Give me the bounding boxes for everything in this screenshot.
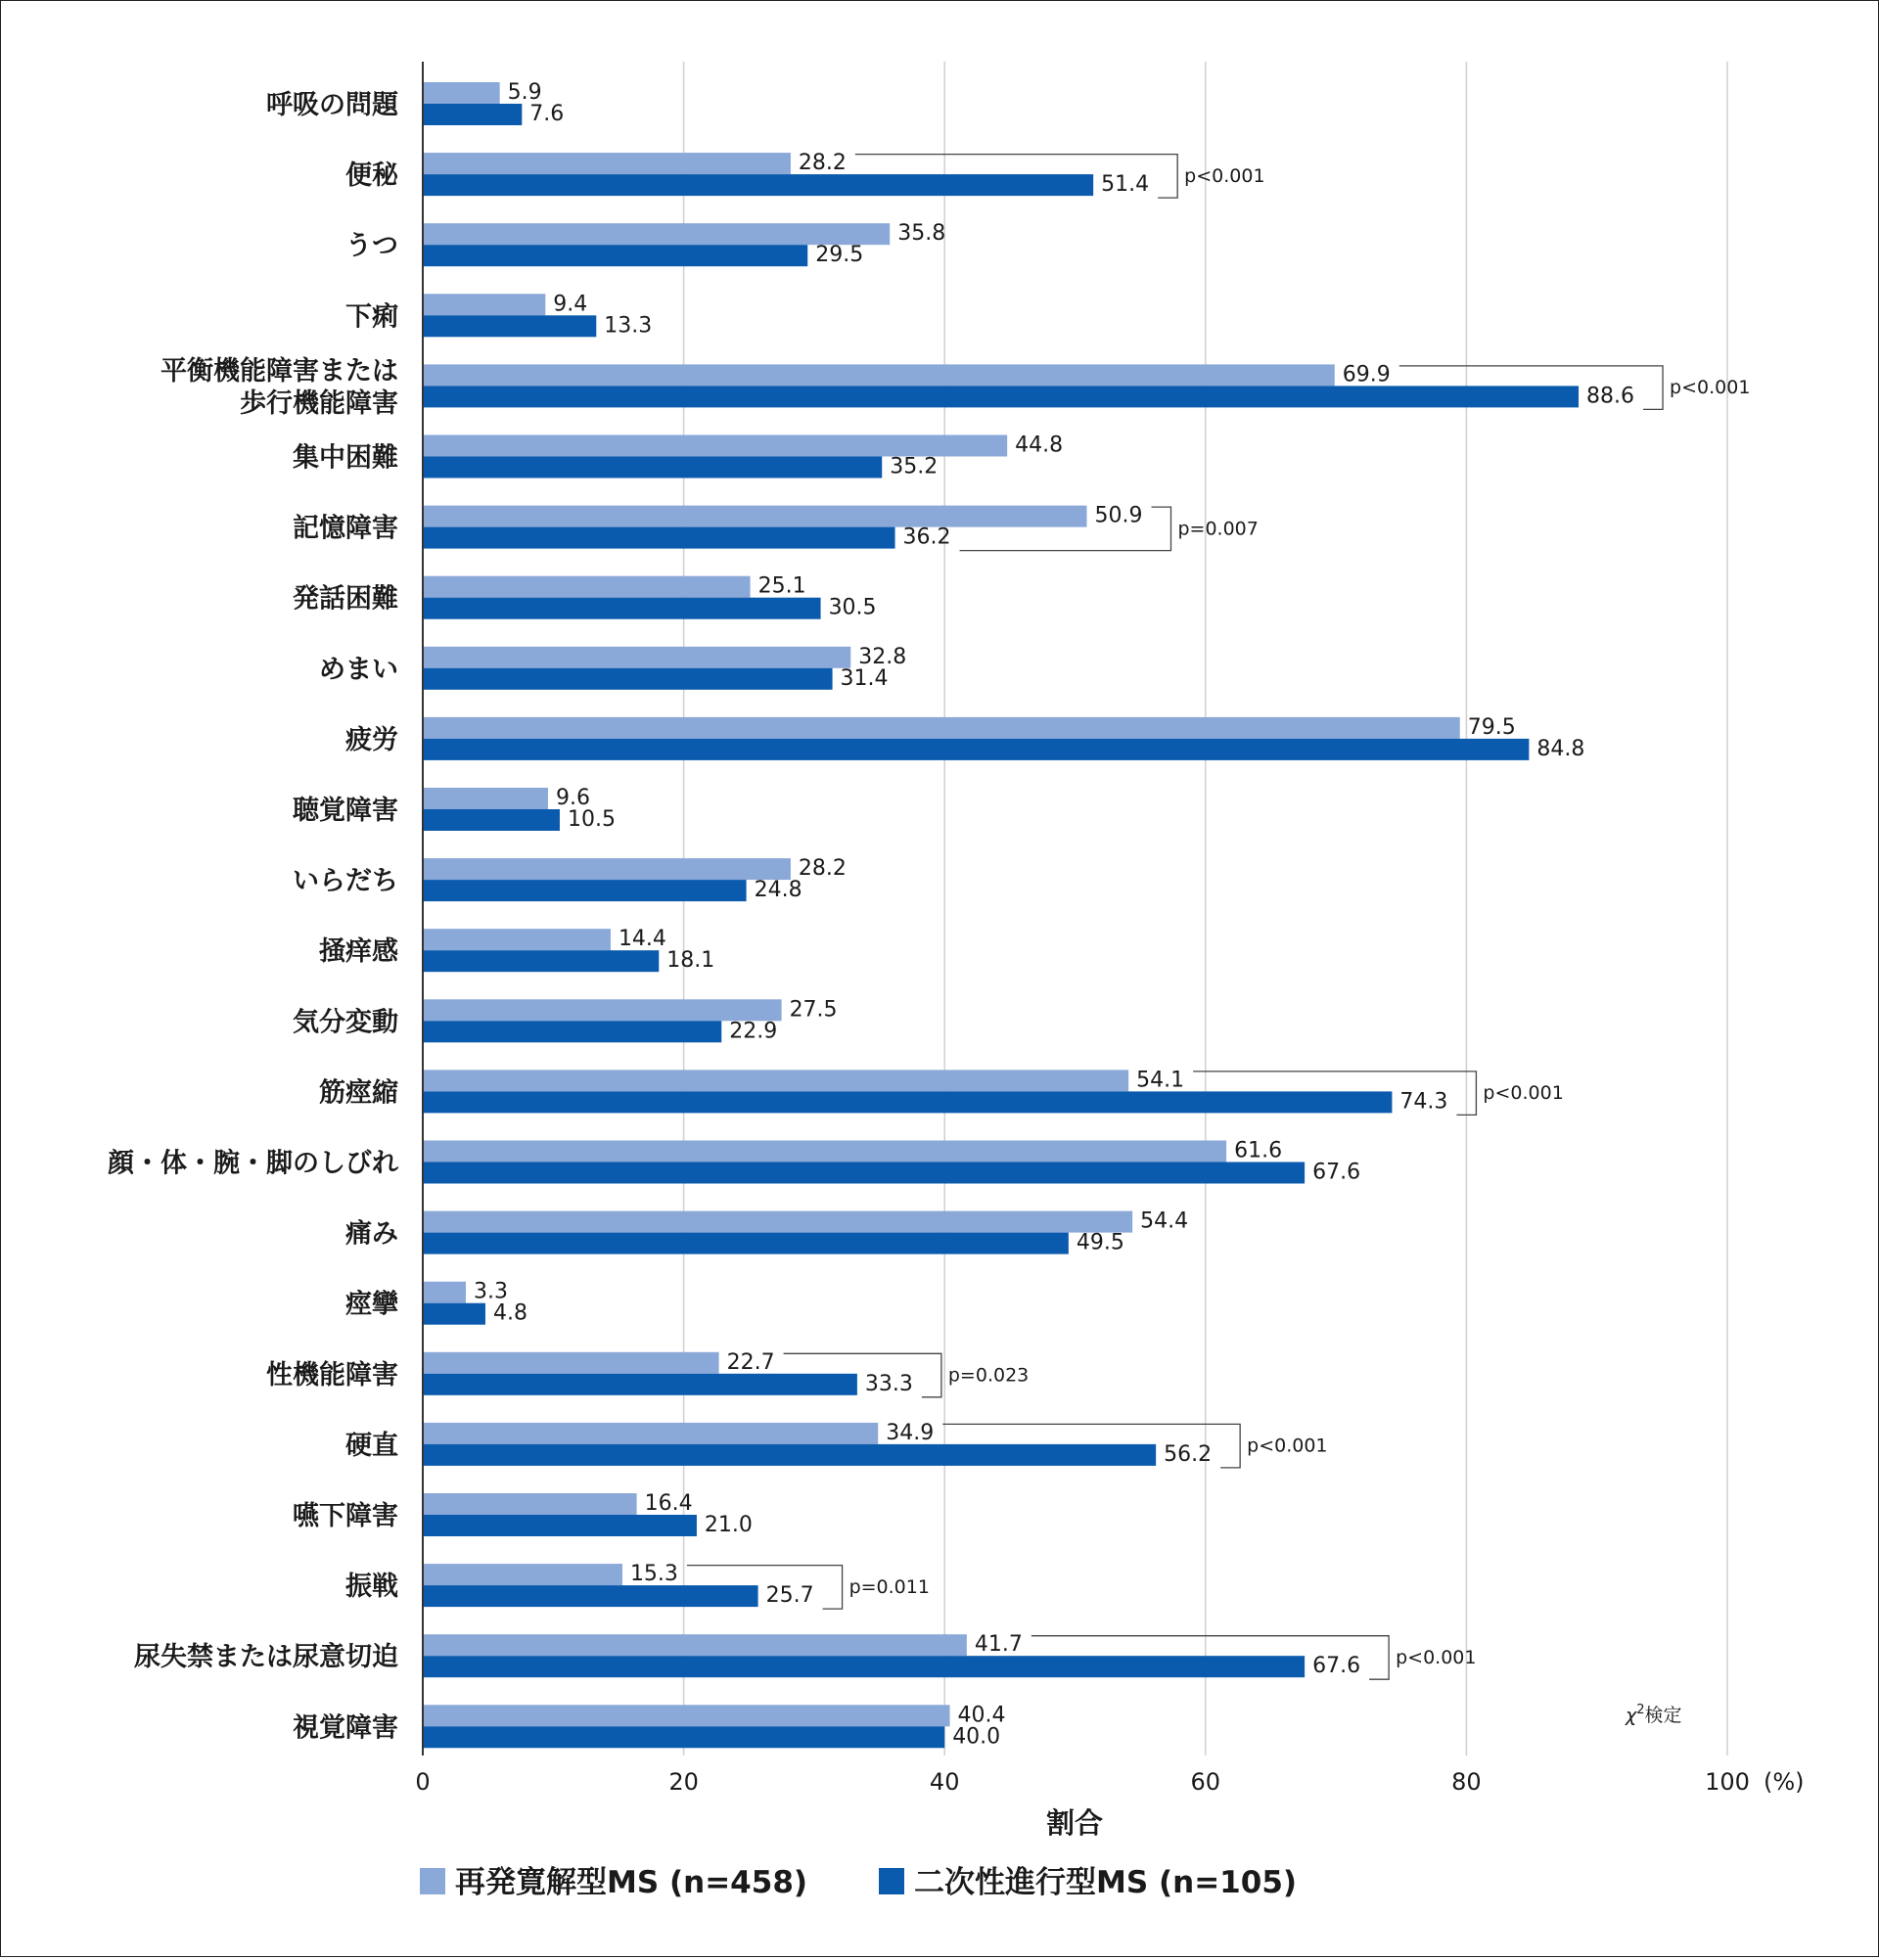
bar-rrms (423, 1634, 967, 1656)
p-value-label: p<0.001 (1483, 1082, 1564, 1105)
bar-rrms (423, 1493, 637, 1515)
data-label: 31.4 (840, 665, 889, 691)
bar-rrms (423, 364, 1335, 386)
category-label: 視覚障害 (293, 1712, 398, 1744)
bar-rrms (423, 858, 791, 880)
label-layer (108, 80, 1750, 1749)
data-label: 84.8 (1536, 736, 1585, 761)
bar-spms (423, 1162, 1305, 1184)
legend-label: 再発寛解型MS (n=458) (455, 1865, 808, 1900)
bar-rrms (423, 506, 1086, 527)
data-label: 7.6 (529, 102, 565, 126)
data-label: 3.3 (473, 1279, 508, 1304)
data-label: 25.1 (757, 573, 806, 599)
data-label: 41.7 (974, 1632, 1023, 1658)
category-label: 振戦 (345, 1572, 398, 1603)
data-label: 28.2 (798, 856, 847, 882)
bar-spms (423, 668, 833, 690)
bar-chart (1, 1, 1878, 1956)
data-label: 28.2 (798, 151, 847, 176)
x-axis-unit: (%) (1764, 1768, 1805, 1796)
bar-rrms (423, 1352, 719, 1374)
data-label: 79.5 (1467, 714, 1516, 740)
p-value-label: p=0.023 (947, 1364, 1030, 1387)
bar-rrms (423, 82, 500, 104)
data-label: 34.9 (886, 1420, 935, 1445)
data-label: 15.3 (629, 1562, 678, 1587)
bar-layer (423, 82, 1579, 1748)
category-label: 顔・体・腕・脚のしびれ (108, 1148, 398, 1179)
legend-swatch (420, 1868, 445, 1894)
bar-rrms (423, 999, 782, 1021)
bar-rrms (423, 929, 611, 950)
bar-spms (423, 386, 1579, 407)
data-label: 32.8 (858, 644, 907, 669)
bar-spms (423, 1726, 944, 1748)
bar-rrms (423, 223, 890, 245)
bar-rrms (423, 1070, 1128, 1091)
category-label: 便秘 (345, 160, 398, 192)
category-label: うつ (345, 231, 398, 262)
data-label: 10.5 (567, 807, 616, 832)
category-label: 気分変動 (293, 1007, 398, 1038)
category-label: 集中困難 (293, 442, 398, 474)
data-label: 22.9 (729, 1019, 778, 1044)
data-label: 54.4 (1140, 1208, 1189, 1234)
bar-spms (423, 1585, 758, 1607)
bar-rrms (423, 1423, 878, 1444)
bar-spms (423, 245, 807, 266)
bar-rrms (423, 153, 791, 174)
data-label: 21.0 (704, 1513, 753, 1537)
bar-rrms (423, 435, 1007, 457)
x-tick-label: 0 (415, 1768, 431, 1796)
category-label: 聴覚障害 (293, 796, 398, 826)
p-value-label: p<0.001 (1247, 1435, 1328, 1457)
bar-rrms (423, 1705, 950, 1726)
category-label: 痛み (345, 1218, 398, 1250)
category-label: 硬直 (345, 1430, 398, 1461)
data-label: 25.7 (765, 1583, 814, 1609)
bar-rrms (423, 576, 751, 598)
data-label: 50.9 (1094, 503, 1143, 528)
data-label: 35.2 (890, 454, 939, 479)
category-label: 筋痙縮 (319, 1077, 398, 1109)
data-label: 5.9 (507, 80, 542, 105)
bar-rrms (423, 717, 1460, 739)
bar-spms (423, 1233, 1069, 1254)
category-label: 痙攣 (345, 1289, 398, 1320)
p-value-label: p<0.001 (1396, 1646, 1477, 1668)
bar-spms (423, 457, 882, 479)
data-label: 18.1 (666, 948, 715, 974)
data-label: 22.7 (726, 1349, 775, 1375)
x-tick-label: 40 (929, 1768, 960, 1796)
data-label: 74.3 (1399, 1089, 1448, 1115)
data-label: 30.5 (828, 595, 877, 620)
data-label: 29.5 (815, 243, 864, 268)
data-label: 44.8 (1015, 433, 1064, 458)
data-label: 36.2 (902, 524, 951, 550)
p-value-label: p<0.001 (1670, 377, 1751, 399)
test-note-symbol: χ (1626, 1705, 1637, 1726)
x-tick-label: 60 (1190, 1768, 1221, 1796)
bar-spms (423, 1021, 721, 1042)
data-label: 54.1 (1136, 1068, 1185, 1093)
data-label: 13.3 (604, 313, 653, 339)
bar-rrms (423, 647, 850, 668)
data-label: 51.4 (1101, 172, 1150, 198)
bar-spms (423, 104, 522, 125)
p-value-label: p<0.001 (1184, 164, 1265, 187)
data-label: 40.4 (957, 1703, 1006, 1728)
p-value-label: p=0.007 (1177, 518, 1259, 540)
data-label: 4.8 (492, 1300, 527, 1326)
legend-layer (420, 1865, 1297, 1900)
bar-spms (423, 598, 821, 619)
data-label: 16.4 (644, 1491, 693, 1516)
category-label: 呼吸の問題 (266, 90, 398, 120)
legend-swatch (879, 1868, 904, 1894)
bar-rrms (423, 1282, 466, 1303)
category-label: 平衡機能障害または歩行機能障害 (160, 355, 398, 419)
category-label: 下痢 (345, 301, 398, 333)
data-label: 40.0 (952, 1724, 1001, 1750)
x-tick-label: 100 (1705, 1768, 1750, 1796)
category-label: 発話困難 (293, 583, 398, 615)
data-label: 9.6 (555, 786, 590, 810)
bar-rrms (423, 1141, 1226, 1162)
data-label: 69.9 (1342, 362, 1391, 387)
data-label: 35.8 (897, 221, 946, 247)
bar-spms (423, 1444, 1156, 1466)
data-label: 27.5 (789, 997, 838, 1023)
bar-spms (423, 527, 895, 549)
test-note-sup: 2 (1636, 1703, 1645, 1717)
category-label: 尿失禁または尿意切迫 (134, 1642, 398, 1673)
category-label: 掻痒感 (319, 936, 398, 968)
bar-spms (423, 1303, 485, 1325)
category-label: 記憶障害 (293, 513, 398, 544)
data-label: 9.4 (553, 292, 588, 317)
bar-rrms (423, 1211, 1132, 1233)
p-value-label: p=0.011 (848, 1575, 930, 1598)
data-label: 67.6 (1312, 1654, 1361, 1679)
test-note-text: 検定 (1644, 1705, 1682, 1726)
bar-spms (423, 174, 1093, 196)
legend-label: 二次性進行型MS (n=105) (914, 1865, 1298, 1900)
x-tick-label: 20 (668, 1768, 699, 1796)
data-label: 67.6 (1312, 1160, 1361, 1185)
data-label: 88.6 (1586, 384, 1635, 409)
category-label: 性機能障害 (266, 1359, 398, 1390)
category-label: いらだち (293, 866, 398, 897)
data-label: 56.2 (1164, 1441, 1213, 1467)
bar-spms (423, 1515, 697, 1536)
bar-spms (423, 880, 747, 901)
bar-spms (423, 809, 560, 831)
bar-rrms (423, 294, 545, 315)
bar-spms (423, 1656, 1305, 1677)
data-label: 24.8 (754, 878, 802, 903)
bar-rrms (423, 788, 548, 809)
data-label: 61.6 (1234, 1138, 1283, 1163)
bar-spms (423, 1091, 1392, 1113)
x-axis-title: 割合 (1045, 1806, 1104, 1840)
x-tick-label: 80 (1451, 1768, 1482, 1796)
bar-spms (423, 315, 596, 337)
category-label: めまい (319, 654, 398, 685)
data-label: 14.4 (618, 927, 666, 952)
data-label: 33.3 (864, 1371, 913, 1396)
category-label: 嚥下障害 (293, 1501, 398, 1531)
bar-spms (423, 1374, 857, 1395)
test-note (1625, 1703, 1682, 1726)
data-label: 49.5 (1076, 1230, 1124, 1255)
grid-layer (684, 62, 1727, 1755)
bar-spms (423, 739, 1529, 760)
bar-spms (423, 950, 659, 972)
category-label: 疲労 (345, 724, 398, 755)
bar-rrms (423, 1564, 622, 1585)
